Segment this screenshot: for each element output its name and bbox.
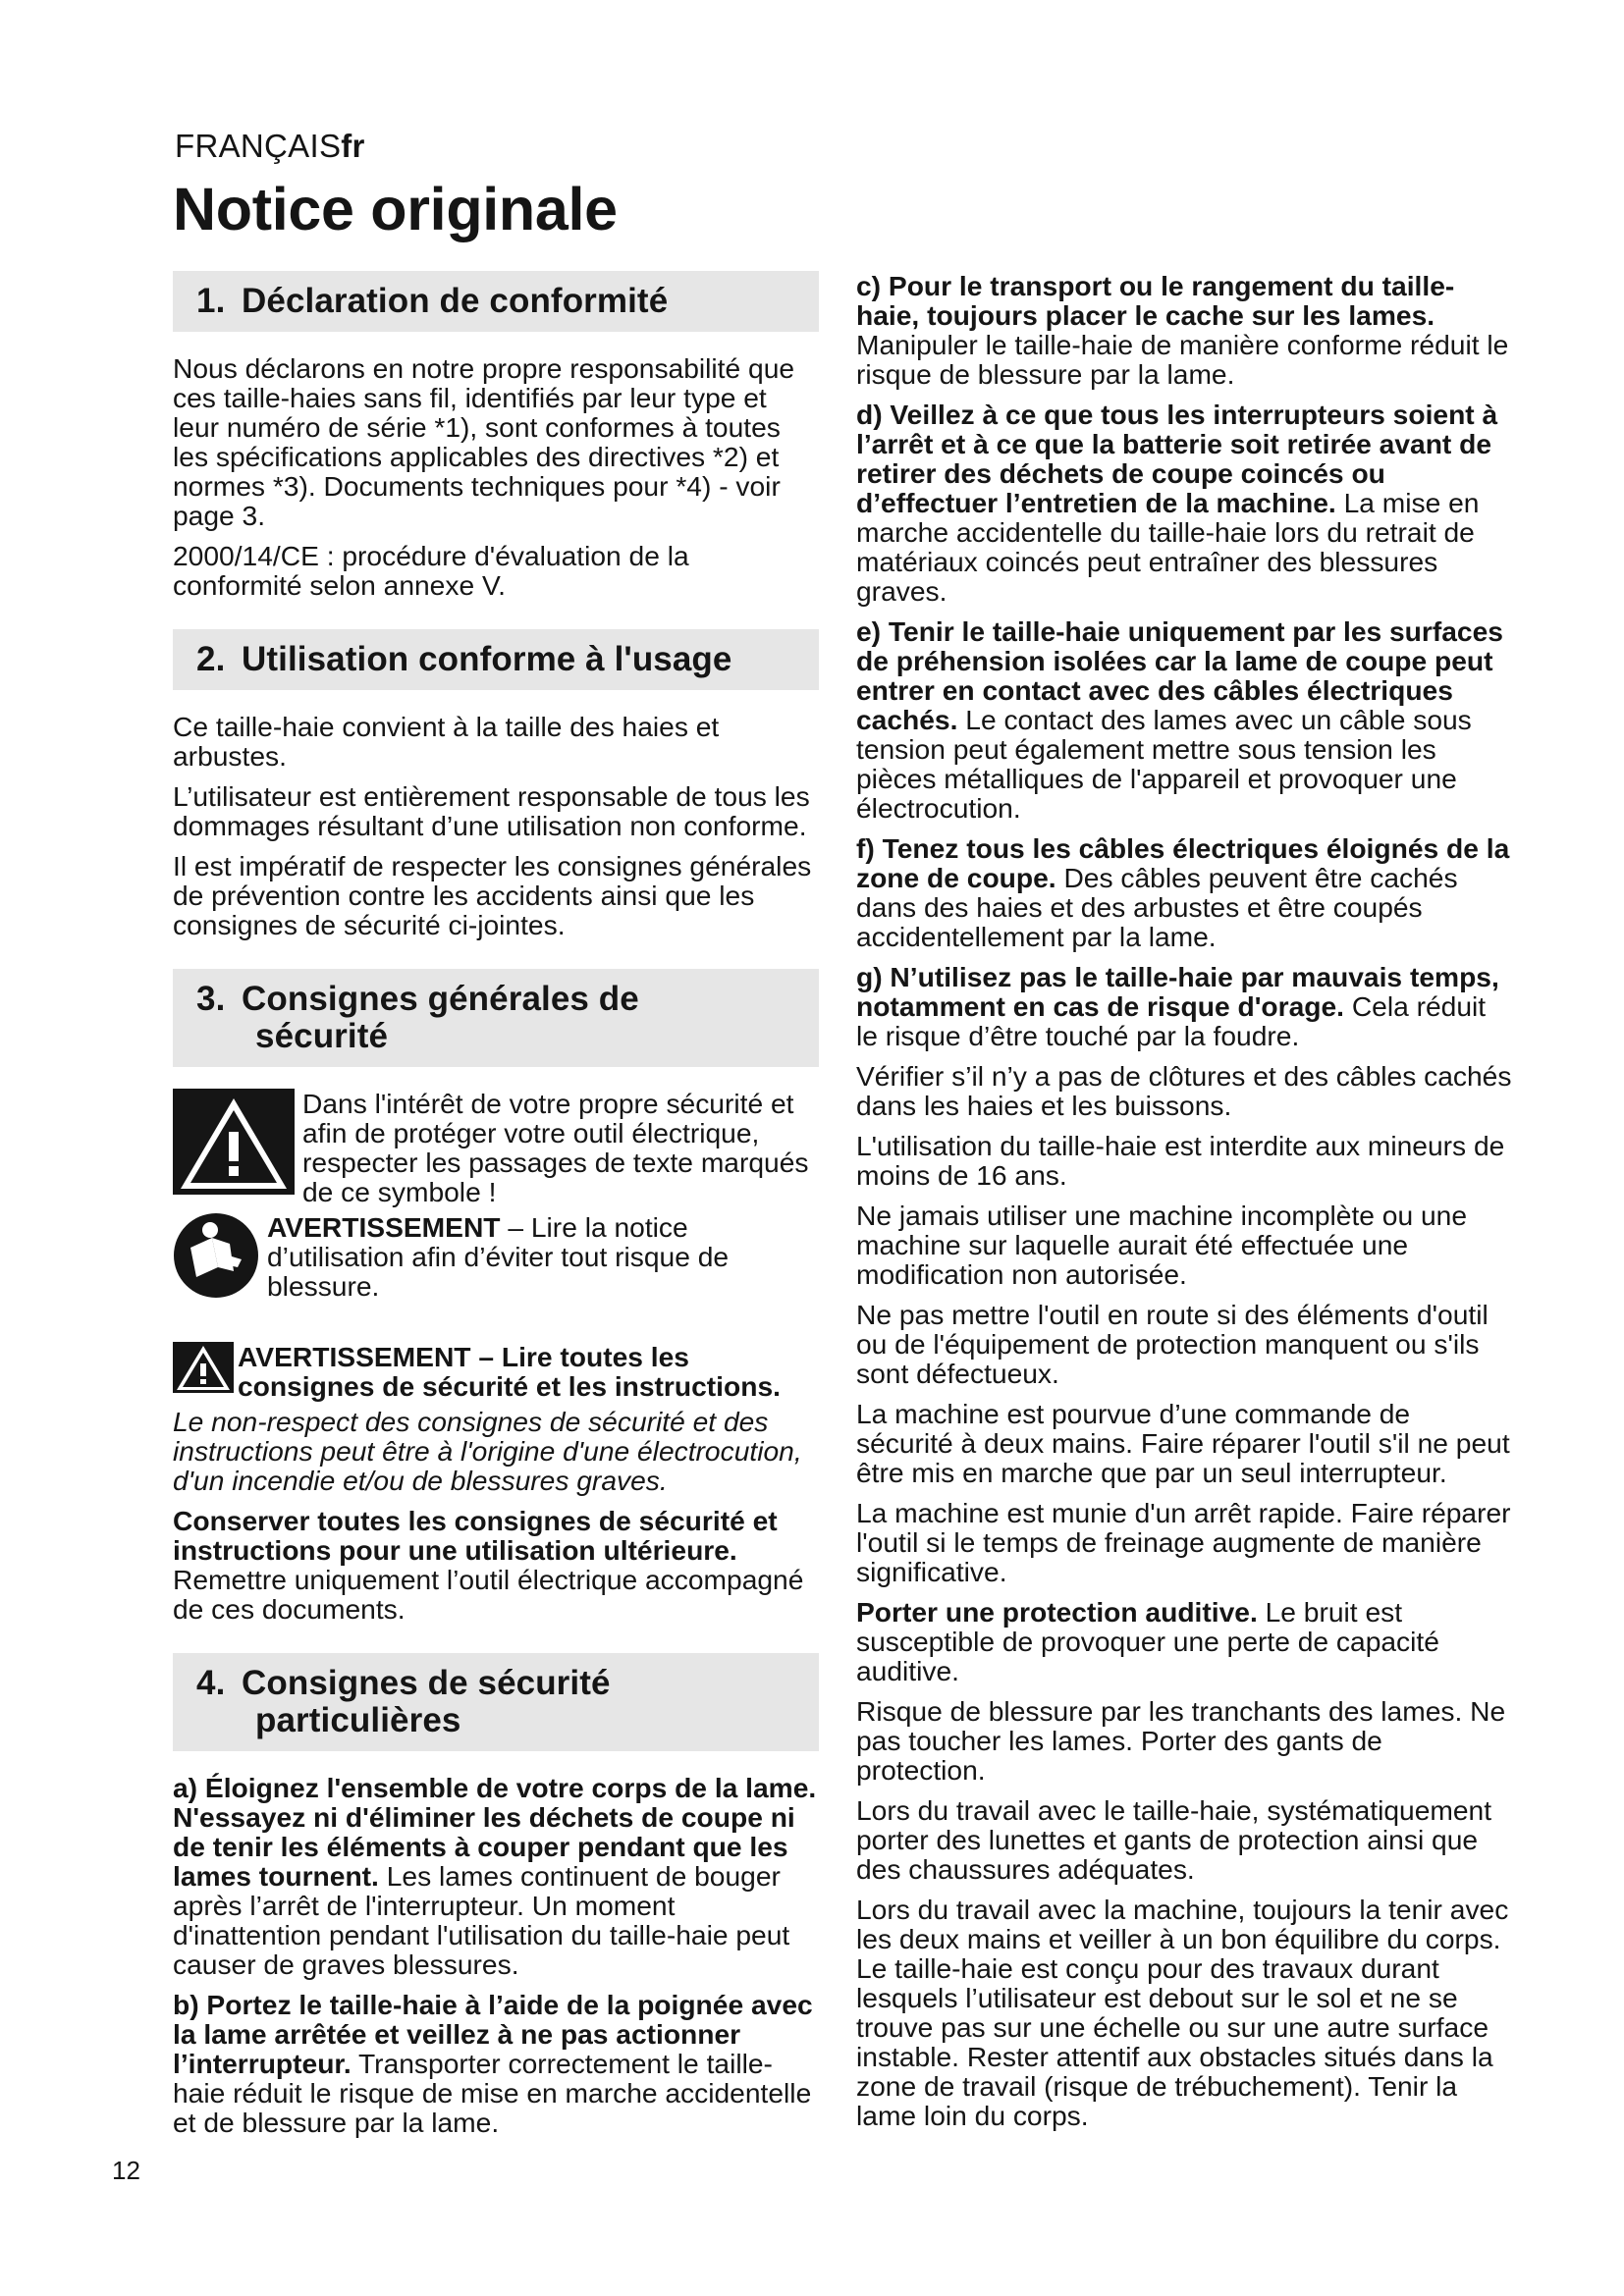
two-hand-control-paragraph: La machine est pourvue d’une commande de sécurité à deux mains. Faire réparer l'outil s'il ne peut être mis en marche que par un seul interrupteur. — [856, 1398, 1510, 1488]
usage-paragraph-3: Il est impératif de respecter les consignes générales de prévention contre les accidents ainsi que les consignes de sécurité ci-jointes. — [173, 850, 812, 940]
section-2-title: Utilisation conforme à l'usage — [242, 640, 732, 678]
right-column — [856, 271, 1512, 2141]
instruction-a-bold: a) Éloignez l'ensemble de votre corps de la lame. N'essayez ni d'éliminer les déchets de coupe ni de tenir les éléments à couper pendant que les lames tournent. — [173, 1772, 817, 1892]
instruction-c — [856, 271, 1512, 389]
read-all-warning-italic: Le non-respect des consignes de sécurité et des instructions peut être à l'origine d'une électrocution, d'un incendie et/ou de blessures graves. — [173, 1406, 802, 1496]
balance-paragraph: Lors du travail avec la machine, toujours la tenir avec les deux mains et veiller à un bon équilibre du corps. Le taille-haie est conçu pour des travaux durant lesquels l’utilisateur est debout sur le sol et ne se trouve pas sur une échelle ou sur une autre surface instable. Rester attentif aux obstacles situés dans la zone de travail (risque de trébuchement). Tenir la lame loin du corps. — [856, 1894, 1509, 2131]
section-2-heading — [173, 629, 819, 690]
left-column — [173, 271, 819, 2148]
instruction-a — [173, 1773, 819, 1979]
safety-symbol-text: Dans l'intérêt de votre propre sécurité et afin de protéger votre outil électrique, respecter les passages de texte marqués de ce symbole ! — [302, 1088, 809, 1207]
read-manual-icon — [173, 1212, 265, 1303]
keep-instructions-bold: Conserver toutes les consignes de sécurité et instructions pour une utilisation ultérieure. — [173, 1505, 778, 1566]
instruction-e-bold: e) Tenir le taille-haie uniquement par les surfaces de préhension isolées car la lame de coupe peut entrer en contact avec des câbles électriques cachés. — [856, 615, 1503, 735]
instruction-e-detail: Le contact des lames avec un câble sous tension peut également mettre sous tension les pièces métalliques de l'appareil et provoquer une électrocution. — [856, 704, 1472, 824]
language-code: fr — [341, 128, 365, 164]
section-4-title-line-2: particulières — [255, 1701, 461, 1739]
instruction-e — [856, 616, 1512, 823]
instruction-c-detail: Manipuler le taille-haie de manière conforme réduit le risque de blessure par la lame. — [856, 329, 1509, 390]
instruction-g — [856, 962, 1512, 1050]
usage-paragraph-2: L’utilisateur est entièrement responsable de tous les dommages résultant d’une utilisation non conforme. — [173, 780, 810, 841]
warning-triangle-icon — [173, 1089, 300, 1197]
instruction-b — [173, 1990, 819, 2137]
instruction-f-bold: f) Tenez tous les câbles électriques éloignés de la zone de coupe. — [856, 832, 1510, 893]
instruction-d — [856, 400, 1512, 606]
safety-symbol-row — [173, 1089, 819, 1206]
warning-small-icon — [173, 1342, 238, 1393]
missing-parts-paragraph: Ne pas mettre l'outil en route si des éléments d'outil ou de l'équipement de protection manquent ou s'ils sont défectueux. — [856, 1299, 1489, 1389]
page-title: Notice originale — [173, 176, 618, 242]
hearing-protection-detail: Le bruit est susceptible de provoquer une perte de capacité auditive. — [856, 1596, 1439, 1686]
blade-injury-paragraph: Risque de blessure par les tranchants des lames. Ne pas toucher les lames. Porter des gants de protection. — [856, 1695, 1506, 1786]
section-1-number: 1. — [196, 282, 226, 320]
section-4-number: 4. — [196, 1664, 226, 1702]
section-3-number: 3. — [196, 980, 226, 1018]
keep-instructions — [173, 1506, 819, 1624]
instruction-f-detail: Des câbles peuvent être cachés dans des haies et des arbustes et être coupés accidentellement par la lame. — [856, 862, 1458, 952]
page-number: 12 — [112, 2156, 140, 2185]
section-4-heading — [173, 1653, 819, 1751]
section-2-number: 2. — [196, 640, 226, 678]
conformity-procedure: 2000/14/CE : procédure d'évaluation de la conformité selon annexe V. — [173, 540, 689, 601]
instruction-d-detail: La mise en marche accidentelle du taille-haie lors du retrait de matériaux coincés peut entraîner des blessures graves. — [856, 487, 1480, 607]
read-all-warning-bold: AVERTISSEMENT – Lire toutes les consignes de sécurité et les instructions. — [238, 1341, 781, 1402]
hearing-protection-paragraph — [856, 1597, 1512, 1685]
instruction-d-bold: d) Veillez à ce que tous les interrupteurs soient à l’arrêt et à ce que la batterie soit retirée avant de retirer des déchets de coupe coincés ou d’effectuer l’entretien de la machine. — [856, 399, 1498, 518]
keep-instructions-detail: Remettre uniquement l’outil électrique accompagné de ces documents. — [173, 1564, 804, 1625]
hearing-protection-bold: Porter une protection auditive. — [856, 1596, 1258, 1628]
quick-stop-paragraph: La machine est munie d'un arrêt rapide. Faire réparer l'outil si le temps de freinage augmente de manière significative. — [856, 1497, 1511, 1587]
fences-cables-paragraph: Vérifier s’il n’y a pas de clôtures et des câbles cachés dans les haies et les buissons. — [856, 1060, 1512, 1121]
section-1-heading — [173, 271, 819, 332]
language-label — [175, 128, 365, 165]
instruction-a-detail: Les lames continuent de bouger après l’arrêt de l'interrupteur. Un moment d'inattention pendant l'utilisation du taille-haie peut causer de graves blessures. — [173, 1860, 790, 1980]
section-3-title-line-2: sécurité — [255, 1017, 389, 1055]
section-3-title-line-1: Consignes générales de — [242, 980, 639, 1018]
instruction-b-detail: Transporter correctement le taille-haie réduit le risque de mise en marche accidentelle et de blessure par la lame. — [173, 2048, 812, 2138]
protective-gear-paragraph: Lors du travail avec le taille-haie, systématiquement porter des lunettes et gants de protection ainsi que des chaussures adéquates. — [856, 1794, 1492, 1885]
section-4-title-line-1: Consignes de sécurité — [242, 1664, 611, 1702]
section-1-title: Déclaration de conformité — [242, 282, 669, 320]
instruction-c-bold: c) Pour le transport ou le rangement du taille-haie, toujours placer le cache sur les lames. — [856, 270, 1455, 331]
minors-paragraph: L'utilisation du taille-haie est interdite aux mineurs de moins de 16 ans. — [856, 1130, 1505, 1191]
read-all-warning-row — [173, 1342, 819, 1401]
read-manual-detail: – Lire la notice d’utilisation afin d’éviter tout risque de blessure. — [267, 1211, 730, 1302]
instruction-g-detail: Cela réduit le risque d’être touché par la foudre. — [856, 990, 1487, 1051]
read-manual-text — [267, 1212, 819, 1301]
usage-paragraph-1: Ce taille-haie convient à la taille des haies et arbustes. — [173, 711, 720, 772]
incomplete-machine-paragraph: Ne jamais utiliser une machine incomplète ou une machine sur laquelle aurait été effectuée une modification non autorisée. — [856, 1200, 1468, 1290]
instruction-g-bold: g) N’utilisez pas le taille-haie par mauvais temps, notamment en cas de risque d'orage. — [856, 961, 1499, 1022]
instruction-b-bold: b) Portez le taille-haie à l’aide de la poignée avec la lame arrêtée et veillez à ne pas actionner l’interrupteur. — [173, 1989, 813, 2079]
instruction-f — [856, 833, 1512, 951]
read-manual-bold: AVERTISSEMENT — [267, 1211, 501, 1243]
section-3-heading — [173, 969, 819, 1067]
language-name: FRANÇAIS — [175, 128, 342, 164]
read-manual-row — [173, 1212, 819, 1303]
conformity-paragraph: Nous déclarons en notre propre responsabilité que ces taille-haies sans fil, identifiés par leur type et leur numéro de série *1), sont conformes à toutes les spécifications applicables des directives *2) et normes *3). Documents techniques pour *4) - voir page 3. — [173, 352, 795, 531]
read-all-warning-title — [238, 1342, 819, 1401]
